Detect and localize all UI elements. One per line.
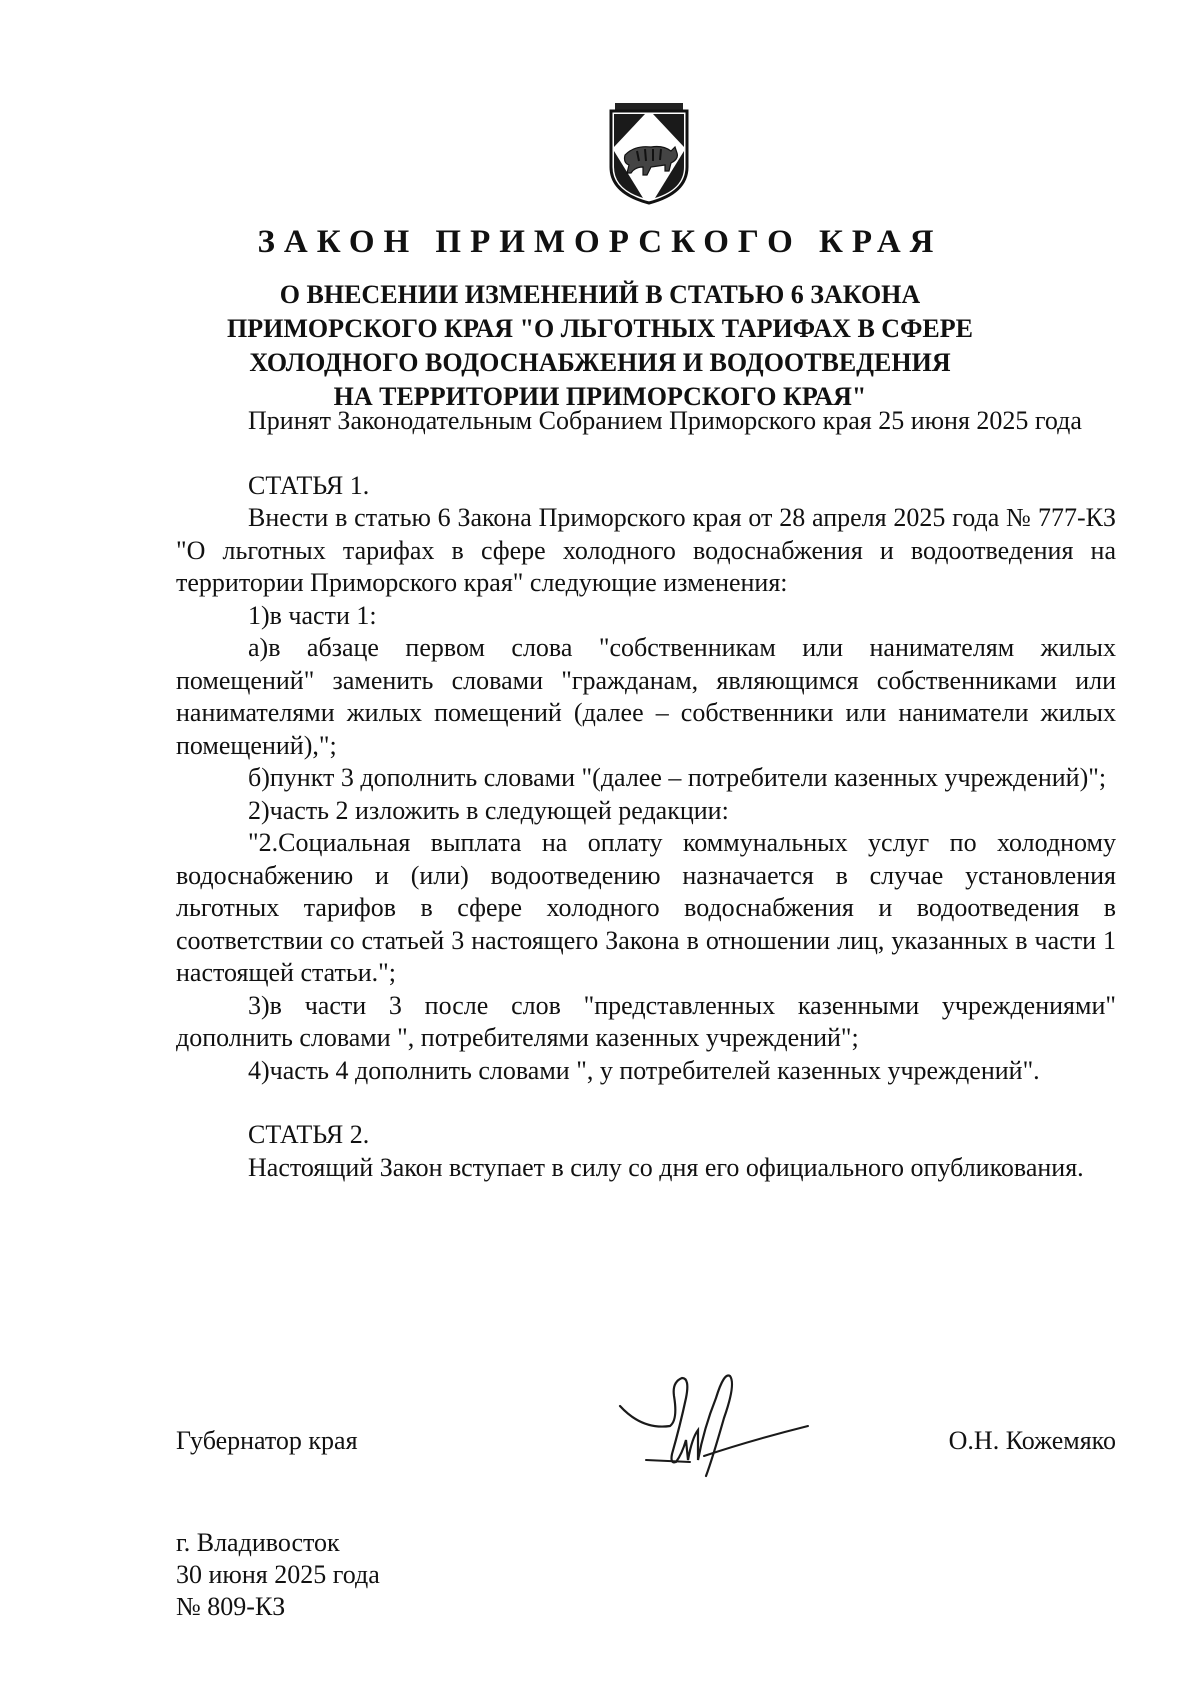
article-1-item-1a: а)в абзаце первом слова "собственникам или нанимателям жилых помещений" заменить словами "гражданам, являющимся собственниками или нанимателями жилых помещений (далее – собственники или наниматели жилых помещений),";	[176, 633, 1116, 760]
adoption-note: Принят Законодательным Собранием Приморского края 25 июня 2025 года	[248, 406, 1082, 435]
coat-of-arms-icon	[605, 97, 693, 205]
article-2-heading: СТАТЬЯ 2.	[248, 1120, 370, 1149]
document-body	[176, 405, 1116, 1184]
article-1-intro: Внести в статью 6 Закона Приморского края от 28 апреля 2025 года № 777-КЗ "О льготных тарифах в сфере холодного водоснабжения и водоотведения на территории Приморского края" следующие изменения:	[176, 503, 1116, 597]
signer-name: О.Н. Кожемяко	[948, 1426, 1116, 1455]
law-number: № 809-КЗ	[176, 1592, 286, 1621]
document-footer	[176, 1527, 380, 1623]
signature-icon	[612, 1368, 812, 1488]
subtitle-line: О ВНЕСЕНИИ ИЗМЕНЕНИЙ В СТАТЬЮ 6 ЗАКОНА	[279, 280, 921, 309]
law-subtitle	[200, 278, 1000, 414]
article-1-item-2-text: "2.Социальная выплата на оплату коммунальных услуг по холодному водоснабжению и (или) водоотведению назначается в случае установления льготных тарифов в сфере холодного водоснабжения и водоотведения в соответствии со статьей 3 настоящего Закона в отношении лиц, указанных в части 1 настоящей статьи.";	[176, 828, 1116, 987]
article-1-item-3: 3)в части 3 после слов "представленных казенными учреждениями" дополнить словами ", потребителями казенных учреждений";	[176, 990, 1116, 1052]
article-1-item-4: 4)часть 4 дополнить словами ", у потребителей казенных учреждений".	[248, 1055, 1040, 1085]
law-title: ЗАКОН ПРИМОРСКОГО КРАЯ	[257, 224, 943, 260]
article-1-item-1b: б)пункт 3 дополнить словами "(далее – потребители казенных учреждений)";	[248, 763, 1107, 792]
position-title: Губернатор края	[176, 1426, 358, 1455]
date: 30 июня 2025 года	[176, 1560, 380, 1589]
subtitle-line: НА ТЕРРИТОРИИ ПРИМОРСКОГО КРАЯ"	[333, 382, 867, 411]
subtitle-line: ПРИМОРСКОГО КРАЯ "О ЛЬГОТНЫХ ТАРИФАХ В СФЕРЕ	[227, 314, 973, 343]
subtitle-line: ХОЛОДНОГО ВОДОСНАБЖЕНИЯ И ВОДООТВЕДЕНИЯ	[249, 348, 951, 377]
article-2-text: Настоящий Закон вступает в силу со дня его официального опубликования.	[248, 1152, 1084, 1182]
city: г. Владивосток	[176, 1528, 340, 1557]
article-1-heading: СТАТЬЯ 1.	[248, 470, 370, 500]
article-1-item-1: 1)в части 1:	[248, 600, 377, 630]
article-1-item-2: 2)часть 2 изложить в следующей редакции:	[248, 795, 729, 825]
